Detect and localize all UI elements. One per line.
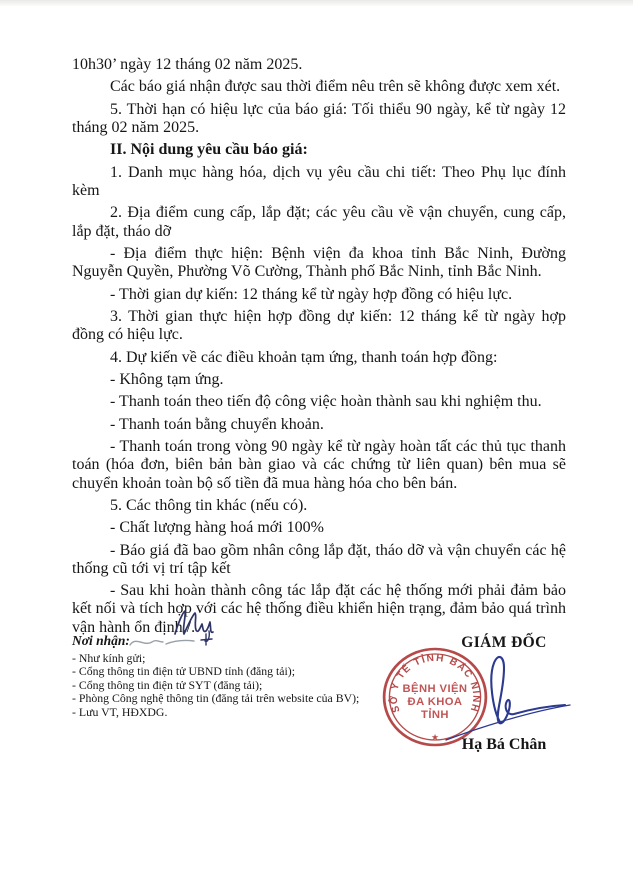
recipient-item: - Cổng thông tin điện tử UBND tỉnh (đăng tải); [72,664,295,679]
document-body [72,56,566,641]
paragraph-integration: - Sau khi hoàn thành công tác lắp đặt các hệ thống mới phải đảm bảo kết nối và tích hợp với các hệ thống điều khiển hiện trạng, đảm bảo quá trình vận hành ổn định./. [72,582,566,636]
stamp-center-line: TỈNH [421,709,449,721]
paragraph-quality: - Chất lượng hàng hoá mới 100% [110,519,325,537]
paragraph-no-advance: - Không tạm ứng. [110,370,224,388]
paragraph-payment-transfer: - Thanh toán bằng chuyển khoản. [110,415,324,433]
paragraph-late-quotes: Các báo giá nhận được sau thời điểm nêu trên sẽ không được xem xét. [110,78,561,96]
paragraph-item-5: 5. Các thông tin khác (nếu có). [110,496,308,514]
paragraph-payment-90days: - Thanh toán trong vòng 90 ngày kể từ ngày hoàn tất các thủ tục thanh toán (hóa đơn, biên bản bàn giao và các chứng từ liên quan) bên mua sẽ chuyển khoản toàn bộ số tiền đã mua hàng hóa cho bên bán. [72,438,566,492]
recipient-item: - Phòng Công nghệ thông tin (đăng tải trên website của BV); [72,691,360,706]
recipients-list [72,652,359,719]
scan-edge-artifact [0,0,633,6]
recipient-item: - Như kính gửi; [72,651,146,665]
stamp-star-icon: ★ [430,732,440,742]
paragraph-opening-time: 10h30’ ngày 12 tháng 02 năm 2025. [72,56,303,73]
section-heading: II. Nội dung yêu cầu báo giá: [110,141,308,159]
director-signature [438,650,578,745]
signer-name: Hạ Bá Chân [461,736,547,753]
stamp-center-line: ĐA KHOA [407,696,463,708]
paragraph-item-2: 2. Địa điểm cung cấp, lắp đặt; các yêu cầu về vận chuyển, cung cấp, lắp đặt, tháo dỡ [72,204,566,240]
stamp-center-line: BỆNH VIỆN [402,683,468,695]
paragraph-item-4: 4. Dự kiến về các điều khoản tạm ứng, thanh toán hợp đồng: [110,348,498,366]
recipient-item: - Cổng thông tin điện tử SYT (đăng tải); [72,677,263,692]
pen-stroke-scribble [126,633,198,651]
paragraph-duration: - Thời gian dự kiến: 12 tháng kể từ ngày hợp đồng có hiệu lực. [110,285,513,303]
paragraph-item-3: 3. Thời gian thực hiện hợp đồng dự kiến: 12 tháng kể từ ngày hợp đồng có hiệu lực. [72,307,566,344]
signer-title: GIÁM ĐỐC [461,634,547,651]
recipient-item: - Lưu VT, HĐXDG. [72,704,168,719]
recipients-label: Nơi nhận: [72,633,130,648]
paragraph-payment-progress: - Thanh toán theo tiến độ công việc hoàn thành sau khi nghiệm thu. [110,393,542,411]
paragraph-item-1: 1. Danh mục hàng hóa, dịch vụ yêu cầu chi tiết: Theo Phụ lục đính kèm [72,163,566,199]
stamp-ring-label: SỞ Y TẾ TỈNH BẮC NINH [388,653,482,714]
paragraph-validity: 5. Thời hạn có hiệu lực của báo giá: Tối thiểu 90 ngày, kể từ ngày 12 tháng 02 năm 2025. [72,100,566,136]
paragraph-location: - Địa điểm thực hiện: Bệnh viện đa khoa tỉnh Bắc Ninh, Đường Nguyễn Quyền, Phường Võ Cường, Thành phố Bắc Ninh, tỉnh Bắc Ninh. [72,244,566,281]
paragraph-includes-labor: - Báo giá đã bao gồm nhân công lắp đặt, tháo dỡ và vận chuyển các hệ thống cũ tới vị trí tập kết [72,541,566,577]
